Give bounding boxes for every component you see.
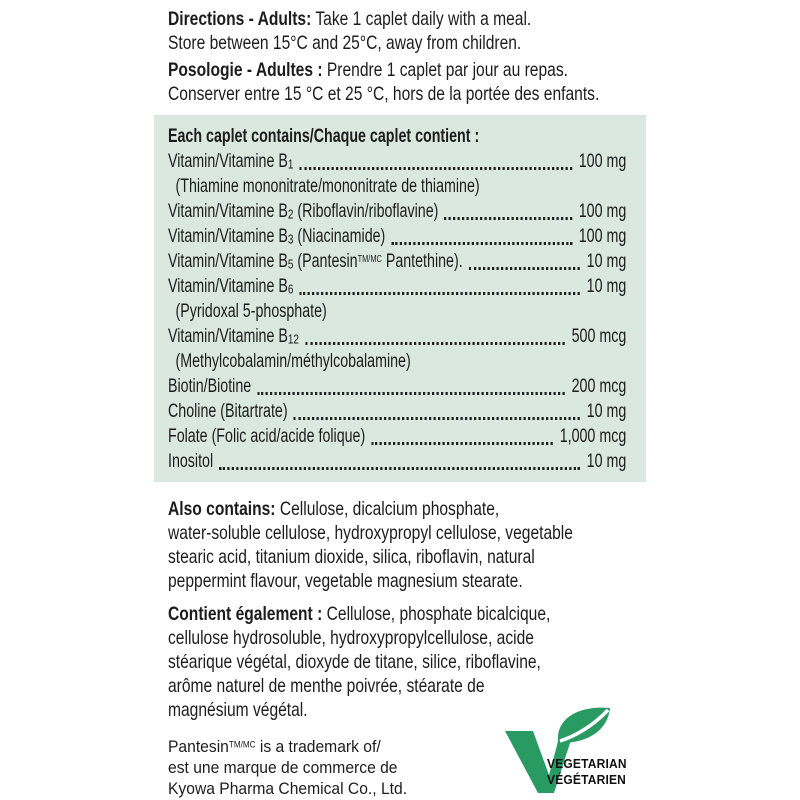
ingredient-amount: 100 mg [578,151,627,172]
posologie-line-2 [168,82,600,106]
also-line-2: water-soluble cellulose, hydroxypropyl cellulose, vegetable [168,522,573,544]
ingredient-amount: 10 mg [586,251,627,272]
ingredient-name: Biotin/Biotine [168,376,252,397]
directions-line-1 [168,7,550,31]
ingredient-amount: 100 mg [578,201,627,222]
dot-leader [294,417,580,420]
posologie-text: Prendre 1 caplet par jour au repas. [322,59,568,81]
subscript: 5 [287,256,294,272]
ingredient-row-inositol [168,449,626,474]
subscript: 2 [287,206,294,222]
dot-leader [469,267,580,270]
directions-line-2 [168,31,550,55]
also-line-3: stearic acid, titanium dioxide, silica, riboflavin, natural [168,546,535,568]
ingredient-name: Inositol [168,451,214,472]
directions-text: Take 1 caplet daily with a meal. [311,8,532,30]
also-contains-text: Cellulose, dicalcium phosphate, [275,498,500,520]
ingredient-continuation-b6: (Pyridoxal 5-phosphate) [175,301,327,322]
subscript: 12 [287,331,299,347]
trademark-line-1: Pantesin$^{TM/MC}$ is a trademark of/ [168,737,381,756]
ingredient-name: Vitamin/Vitamine $B_3$ (Niacinamide) [168,226,386,247]
dot-leader [219,467,580,470]
ingredient-amount: 200 mcg [571,376,627,397]
posologie-line-1 [168,58,568,82]
ingredient-row-vitamin-b2 [168,199,626,224]
contient-line-2: cellulose hydrosoluble, hydroxypropylcellulose, acide [168,627,534,649]
ingredient-row-vitamin-b12 [168,324,626,349]
ingredient-row-vitamin-b3 [168,224,626,249]
dot-leader [305,342,565,345]
directions-paragraph [168,7,550,55]
contient-line-1 [168,602,550,626]
ingredient-amount: 100 mg [578,226,627,247]
subscript: 6 [287,281,294,297]
bottom-row [154,736,646,799]
ingredient-row-vitamin-b6 [168,274,626,299]
ingredient-name: Vitamin/Vitamine $B_6$ [168,276,294,297]
subscript: 3 [287,231,294,247]
tm-mc-superscript: TM/MC [228,739,256,750]
ingredient-name: Choline (Bitartrate) [168,401,288,422]
supplement-facts-panel [154,115,646,482]
ingredient-amount: 10 mg [586,401,627,422]
trademark-line-3: Kyowa Pharma Chemical Co., Ltd. [168,779,408,798]
vegetarian-label-en: VEGETARIAN [547,757,627,771]
ingredient-amount: 500 mcg [571,326,627,347]
ingredient-row-vitamin-b5 [168,249,626,274]
trademark-line-2: est une marque de commerce de [168,758,398,777]
posologie-text-2: Conserver entre 15 °C et 25 °C, hors de la portée des enfants. [168,83,600,105]
contient-text: Cellulose, phosphate bicalcique, [322,603,551,625]
ingredient-continuation-b12: (Methylcobalamin/méthylcobalamine) [175,351,411,372]
also-contains-heading: Also contains: [168,498,276,520]
dot-leader [299,292,579,295]
ingredient-name: Vitamin/Vitamine $B_{12}$ [168,326,299,347]
vegetarian-logo [502,703,632,795]
ingredient-name: Vitamin/Vitamine $B_2$ (Riboflavin/riboflavine) [168,201,439,222]
ingredient-amount: 1,000 mcg [559,426,627,447]
ingredient-name: Vitamin/Vitamine $B_1$ [168,151,294,172]
contient-line-3: stéarique végétal, dioxyde de titane, silice, riboflavine, [168,651,541,673]
directions-heading: Directions - Adults: [168,8,312,30]
ingredient-row-choline [168,399,626,424]
vegetarian-labels [547,756,627,788]
also-contains-paragraph [168,497,573,593]
ingredient-row-vitamin-b1 [168,149,626,174]
contient-line-4: arôme naturel de menthe poivrée, stéarate de [168,675,485,697]
dot-leader [371,442,553,445]
dot-leader [444,217,572,220]
ingredient-amount: 10 mg [586,451,627,472]
ingredient-name: Folate (Folic acid/acide folique) [168,426,366,447]
directions-text-2: Store between 15°C and 25°C, away from children. [168,32,522,54]
contient-egalement-paragraph [168,602,550,722]
ingredient-amount: 10 mg [586,276,627,297]
trademark-superscript: TM/MC [357,254,382,266]
vegetarian-label-fr: VÉGÉTARIEN [547,773,627,787]
dot-leader [257,392,565,395]
ingredient-row-biotin [168,374,626,399]
posologie-paragraph [168,58,600,106]
panel-heading: Each caplet contains/Chaque caplet contient : [168,126,480,147]
trademark-note [168,736,407,799]
ingredient-continuation-b1: (Thiamine mononitrate/mononitrate de thiamine) [175,176,480,197]
ingredient-row-folate [168,424,626,449]
dot-leader [299,167,572,170]
contient-line-5: magnésium végétal. [168,699,308,721]
dot-leader [391,242,572,245]
subscript: 1 [287,156,294,172]
posologie-heading: Posologie - Adultes : [168,59,323,81]
also-line-1 [168,497,550,521]
contient-heading: Contient également : [168,603,323,625]
ingredient-name: Vitamin/Vitamine $B_5$ (Pantesin$^{TM/MC}$ Pantethine). [168,251,463,272]
also-line-4: peppermint flavour, vegetable magnesium stearate. [168,570,523,592]
